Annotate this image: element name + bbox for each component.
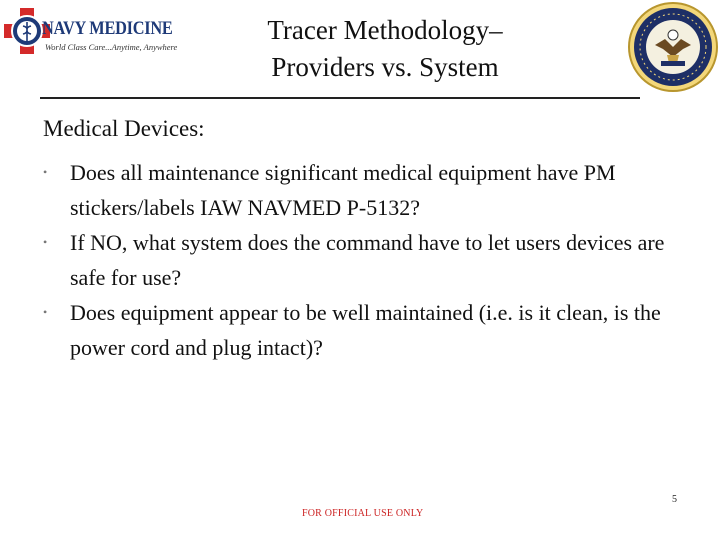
header-divider <box>40 97 640 99</box>
navy-medicine-logo <box>2 4 178 60</box>
logo-brand-text: NAVY MEDICINE <box>42 18 173 39</box>
section-heading: Medical Devices: <box>43 116 205 141</box>
bullet-icon: • <box>43 305 48 319</box>
list-item <box>43 295 683 365</box>
title-line-1: Tracer Methodology– <box>267 15 503 45</box>
bullet-text: Does equipment appear to be well maintained (i.e. is it clean, is the power cord and plug intact)? <box>70 300 661 360</box>
bullet-icon: • <box>43 165 48 179</box>
classification-footer: FOR OFFICIAL USE ONLY <box>302 508 424 519</box>
slide-title <box>170 12 600 86</box>
title-line-2: Providers vs. System <box>271 52 499 82</box>
list-item <box>43 155 683 225</box>
bullet-icon: • <box>43 235 48 249</box>
bullet-text: Does all maintenance significant medical equipment have PM stickers/labels IAW NAVMED P-5132? <box>70 160 616 220</box>
bullet-list <box>43 155 683 365</box>
bullet-text: If NO, what system does the command have to let users devices are safe for use? <box>70 230 665 290</box>
list-item <box>43 225 683 295</box>
page-number: 5 <box>672 494 677 505</box>
department-of-the-navy-seal-icon <box>627 1 719 93</box>
logo-tagline: World Class Care...Anytime, Anywhere <box>45 42 178 52</box>
